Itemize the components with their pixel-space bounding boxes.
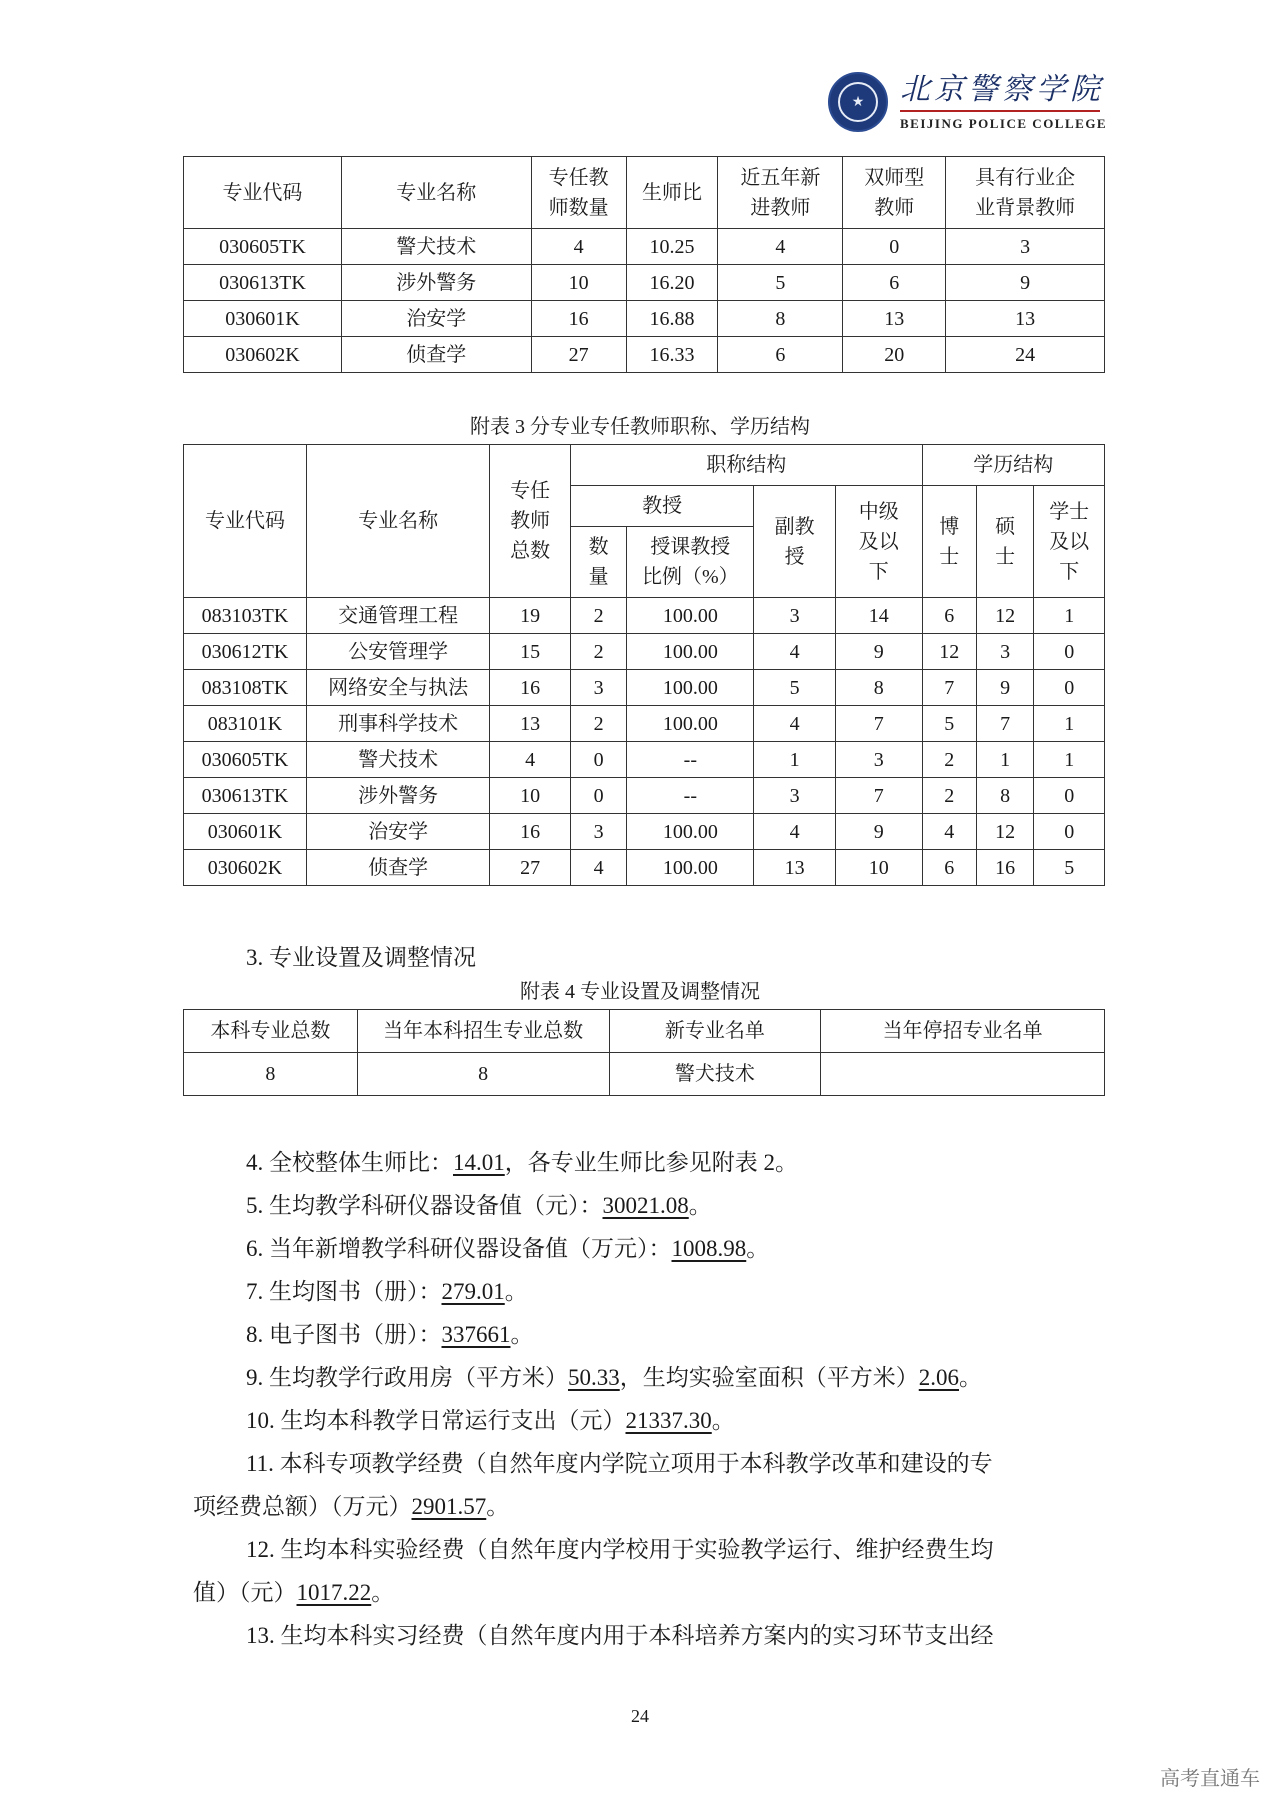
header-cell: 数 量 xyxy=(570,527,626,598)
item-12: 12. 生均本科实验经费（自然年度内学校用于实验教学运行、维护经费生均 xyxy=(246,1537,994,1562)
table-header-row xyxy=(184,157,1105,229)
table-cell: 13 xyxy=(843,301,946,337)
table-row xyxy=(184,706,1105,742)
table-cell: 4 xyxy=(718,229,843,265)
table-row xyxy=(184,670,1105,706)
header-cell: 当年停招专业名单 xyxy=(821,1010,1105,1053)
table-cell: 3 xyxy=(570,670,626,706)
table-cell: 20 xyxy=(843,337,946,373)
table-cell: 100.00 xyxy=(627,706,754,742)
table-row xyxy=(184,1053,1105,1096)
table-cell: 12 xyxy=(976,598,1033,634)
header-cell: 专任教 师数量 xyxy=(531,157,626,229)
table-cell: 6 xyxy=(922,850,976,886)
table-cell: 5 xyxy=(718,265,843,301)
table-cell: 2 xyxy=(922,778,976,814)
table-cell: 100.00 xyxy=(627,634,754,670)
header-cell: 职称结构 xyxy=(570,445,922,486)
table-cell xyxy=(821,1053,1105,1096)
table-cell: 3 xyxy=(946,229,1105,265)
table-row xyxy=(184,301,1105,337)
table-cell: 3 xyxy=(976,634,1033,670)
table-cell: 13 xyxy=(754,850,836,886)
table-cell: 6 xyxy=(922,598,976,634)
table-cell: 0 xyxy=(570,778,626,814)
table-cell: 030612TK xyxy=(184,634,307,670)
table-cell: 16 xyxy=(531,301,626,337)
table-row xyxy=(184,229,1105,265)
table-cell: 5 xyxy=(922,706,976,742)
header-cell: 硕 士 xyxy=(976,486,1033,598)
table-cell: 083103TK xyxy=(184,598,307,634)
table-cell: 5 xyxy=(1034,850,1105,886)
college-logo xyxy=(828,70,1108,134)
table-cell: -- xyxy=(627,742,754,778)
table-cell: 7 xyxy=(835,778,922,814)
table-cell: 8 xyxy=(718,301,843,337)
table-cell: 公安管理学 xyxy=(306,634,489,670)
table-cell: 7 xyxy=(922,670,976,706)
header-cell: 副教 授 xyxy=(754,486,836,598)
table-row xyxy=(184,634,1105,670)
table-cell: 9 xyxy=(835,814,922,850)
table-cell: 7 xyxy=(976,706,1033,742)
table-cell: 030613TK xyxy=(184,265,342,301)
table-cell: 1 xyxy=(754,742,836,778)
table-cell: 14 xyxy=(835,598,922,634)
table-cell: 030602K xyxy=(184,850,307,886)
table-cell: 083108TK xyxy=(184,670,307,706)
page-number: 24 xyxy=(631,1706,649,1726)
table-cell: 030605TK xyxy=(184,742,307,778)
table-cell: 涉外警务 xyxy=(306,778,489,814)
table-row xyxy=(184,742,1105,778)
table-cell: 030613TK xyxy=(184,778,307,814)
header-cell: 专业代码 xyxy=(184,157,342,229)
item-7: 7. 生均图书（册）：279.01。 xyxy=(246,1279,528,1304)
item-8: 8. 电子图书（册）：337661。 xyxy=(246,1322,534,1347)
college-seal-icon: ★ xyxy=(828,72,888,132)
table-cell: 4 xyxy=(570,850,626,886)
table-cell: 100.00 xyxy=(627,850,754,886)
table-cell: 4 xyxy=(754,706,836,742)
table-cell: 16.33 xyxy=(626,337,718,373)
table-cell: 15 xyxy=(490,634,571,670)
table-cell: 5 xyxy=(754,670,836,706)
table-cell: 083101K xyxy=(184,706,307,742)
item-11-continued: 项经费总额）（万元）2901.57。 xyxy=(193,1494,510,1519)
table-cell: 030602K xyxy=(184,337,342,373)
header-cell: 本科专业总数 xyxy=(184,1010,358,1053)
header-cell: 双师型 教师 xyxy=(843,157,946,229)
item-10: 10. 生均本科教学日常运行支出（元）21337.30。 xyxy=(246,1408,735,1433)
table-header-row xyxy=(184,1010,1105,1053)
table-cell: 4 xyxy=(922,814,976,850)
table-cell: 16 xyxy=(490,670,571,706)
table-row xyxy=(184,337,1105,373)
table-cell: 3 xyxy=(570,814,626,850)
logo-english-name: BEIJING POLICE COLLEGE xyxy=(900,116,1108,131)
table-row xyxy=(184,778,1105,814)
item-5: 5. 生均教学科研仪器设备值（元）：30021.08。 xyxy=(246,1193,712,1218)
table-cell: 1 xyxy=(976,742,1033,778)
table-cell: 1 xyxy=(1034,742,1105,778)
item-11: 11. 本科专项教学经费（自然年度内学院立项用于本科教学改革和建设的专 xyxy=(246,1451,993,1476)
table-cell: 9 xyxy=(946,265,1105,301)
table4-caption: 附表 4 专业设置及调整情况 xyxy=(520,981,760,1003)
header-cell: 专业名称 xyxy=(341,157,531,229)
table-cell: 0 xyxy=(1034,634,1105,670)
table-cell: 10 xyxy=(531,265,626,301)
item-9: 9. 生均教学行政用房（平方米）50.33，生均实验室面积（平方米）2.06。 xyxy=(246,1365,982,1390)
table-cell: 12 xyxy=(922,634,976,670)
header-cell: 具有行业企 业背景教师 xyxy=(946,157,1105,229)
table-cell: 13 xyxy=(946,301,1105,337)
header-cell: 教授 xyxy=(570,486,753,527)
major-settings-table xyxy=(183,1009,1105,1096)
teacher-title-education-table xyxy=(183,444,1105,886)
table-cell: 4 xyxy=(490,742,571,778)
item-13: 13. 生均本科实习经费（自然年度内用于本科培养方案内的实习环节支出经 xyxy=(246,1623,994,1648)
table-cell: 0 xyxy=(1034,670,1105,706)
table-cell: 涉外警务 xyxy=(341,265,531,301)
table-cell: 16 xyxy=(490,814,571,850)
table-cell: 交通管理工程 xyxy=(306,598,489,634)
item-4: 4. 全校整体生师比：14.01，各专业生师比参见附表 2。 xyxy=(246,1150,798,1175)
table-cell: 1 xyxy=(1034,706,1105,742)
header-cell: 学历结构 xyxy=(922,445,1104,486)
table-cell: 2 xyxy=(570,706,626,742)
table-cell: 030605TK xyxy=(184,229,342,265)
table-cell: 警犬技术 xyxy=(341,229,531,265)
table-cell: 9 xyxy=(976,670,1033,706)
table-row xyxy=(184,814,1105,850)
table-cell: 警犬技术 xyxy=(609,1053,821,1096)
header-cell: 生师比 xyxy=(626,157,718,229)
table-cell: 4 xyxy=(754,634,836,670)
table-cell: 100.00 xyxy=(627,598,754,634)
table-cell: 10 xyxy=(490,778,571,814)
table-cell: 警犬技术 xyxy=(306,742,489,778)
table-cell: 4 xyxy=(754,814,836,850)
item-12-continued: 值）（元）1017.22。 xyxy=(193,1580,395,1605)
logo-chinese-name: 北京警察学院 xyxy=(900,72,1104,107)
table-row xyxy=(184,598,1105,634)
table-row xyxy=(184,265,1105,301)
table-row xyxy=(184,850,1105,886)
table-cell: 侦查学 xyxy=(341,337,531,373)
header-cell: 授课教授 比例（%） xyxy=(627,527,754,598)
table-cell: 27 xyxy=(490,850,571,886)
watermark: 高考直通车 xyxy=(1160,1766,1260,1790)
table-cell: 16.88 xyxy=(626,301,718,337)
header-cell: 专业名称 xyxy=(306,445,489,598)
header-cell: 专任 教师 总数 xyxy=(490,445,571,598)
item-6: 6. 当年新增教学科研仪器设备值（万元）：1008.98。 xyxy=(246,1236,770,1261)
table-cell: 0 xyxy=(1034,814,1105,850)
table-cell: 3 xyxy=(835,742,922,778)
table-cell: 0 xyxy=(1034,778,1105,814)
section-heading: 3. 专业设置及调整情况 xyxy=(246,945,476,970)
table-cell: 2 xyxy=(922,742,976,778)
table-header-row xyxy=(184,445,1105,486)
table-cell: 24 xyxy=(946,337,1105,373)
table-cell: 治安学 xyxy=(341,301,531,337)
table-cell: -- xyxy=(627,778,754,814)
table-cell: 0 xyxy=(843,229,946,265)
table-cell: 刑事科学技术 xyxy=(306,706,489,742)
header-cell: 中级 及以 下 xyxy=(835,486,922,598)
table-cell: 2 xyxy=(570,598,626,634)
table-cell: 10.25 xyxy=(626,229,718,265)
table-cell: 1 xyxy=(1034,598,1105,634)
table-cell: 6 xyxy=(718,337,843,373)
table-cell: 16 xyxy=(976,850,1033,886)
table-cell: 27 xyxy=(531,337,626,373)
table-cell: 治安学 xyxy=(306,814,489,850)
header-cell: 专业代码 xyxy=(184,445,307,598)
table-cell: 4 xyxy=(531,229,626,265)
logo-divider xyxy=(900,110,1100,112)
table-cell: 8 xyxy=(976,778,1033,814)
header-cell: 博 士 xyxy=(922,486,976,598)
table-cell: 19 xyxy=(490,598,571,634)
table-cell: 3 xyxy=(754,778,836,814)
header-cell: 新专业名单 xyxy=(609,1010,821,1053)
table3-caption: 附表 3 分专业专任教师职称、学历结构 xyxy=(470,416,810,438)
table-cell: 7 xyxy=(835,706,922,742)
table-cell: 8 xyxy=(357,1053,609,1096)
table-cell: 侦查学 xyxy=(306,850,489,886)
table-cell: 12 xyxy=(976,814,1033,850)
table-cell: 100.00 xyxy=(627,814,754,850)
table-cell: 3 xyxy=(754,598,836,634)
table-cell: 8 xyxy=(835,670,922,706)
table-cell: 9 xyxy=(835,634,922,670)
table-cell: 10 xyxy=(835,850,922,886)
table-cell: 2 xyxy=(570,634,626,670)
header-cell: 学士 及以 下 xyxy=(1034,486,1105,598)
header-cell: 近五年新 进教师 xyxy=(718,157,843,229)
table-cell: 网络安全与执法 xyxy=(306,670,489,706)
table-cell: 030601K xyxy=(184,814,307,850)
table-cell: 100.00 xyxy=(627,670,754,706)
table-cell: 030601K xyxy=(184,301,342,337)
header-cell: 当年本科招生专业总数 xyxy=(357,1010,609,1053)
table-cell: 6 xyxy=(843,265,946,301)
table-cell: 8 xyxy=(184,1053,358,1096)
table-cell: 16.20 xyxy=(626,265,718,301)
teacher-count-table xyxy=(183,156,1105,373)
logo-text xyxy=(900,72,1107,132)
table-cell: 0 xyxy=(570,742,626,778)
table-cell: 13 xyxy=(490,706,571,742)
